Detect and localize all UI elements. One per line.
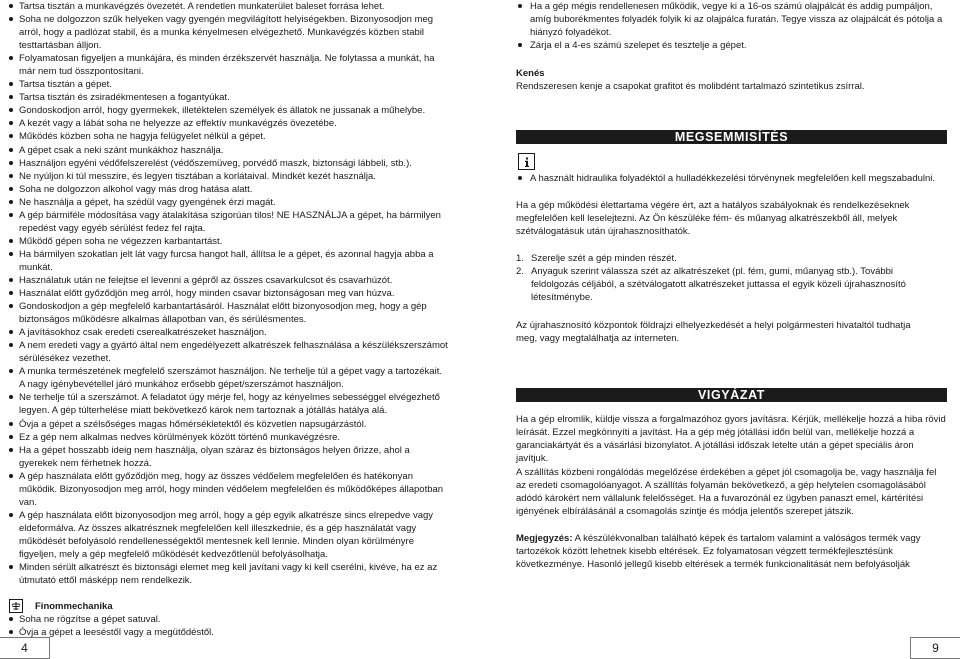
list-item: A gép használata előtt bizonyosodjon meg arról, hogy a gép egyik alkatrésze sincs elrepedve vagy eldeformálva. Az összes alkatrésznek megfelelően kell illeszkednie, és a gép használatát vagy működését befolyásoló rendellenességektől mentesnek kell lennie. Minden olyan körülményre figyeljen, mely a gép megfelelő működését kedvezőtlenül befolyásolhatja. xyxy=(9,509,449,561)
list-item: A gépet csak a neki szánt munkákhoz használja. xyxy=(9,144,449,157)
finom-list xyxy=(9,613,449,639)
disposal-list xyxy=(516,172,948,185)
list-item: Soha ne rögzítse a gépet satuval. xyxy=(9,613,449,626)
list-item: Tartsa tisztán a gépet. xyxy=(9,78,449,91)
list-item: A gép használata előtt győződjön meg, hogy az összes védőelem megfelelően és hatékonyan működik. Bizonyosodjon meg arról, hogy minden védőelem megfelelően és működőképes állapotban van. xyxy=(9,470,449,509)
safety-list xyxy=(9,0,449,587)
list-item: 1. Szerelje szét a gép minden részét. xyxy=(516,253,677,264)
warning-paragraph: Ha a gép elromlik, küldje vissza a forgalmazóhoz gyors javításra. Kérjük, mellékelje hozzá a hiba rövid leírását. Ezzel megkönnyíti a javítást. Ha a gép még jótállási időn belül van, mellékelje hozzá a garanciakártyát és a vásárlási bizonylatot. A jótállási időszak letelte után a gépet speciális áron javítjuk. xyxy=(516,414,946,465)
page-number-right: 9 xyxy=(910,637,960,659)
list-item: Tartsa tisztán és zsiradékmentesen a fogantyúkat. xyxy=(9,91,449,104)
list-item: Zárja el a 4-es számú szelepet és tesztelje a gépet. xyxy=(516,39,948,52)
disposal-banner: MEGSEMMISÍTÉS xyxy=(516,130,947,144)
list-item: Óvja a gépet a szélsőséges magas hőmérsékletektől és közvetlen napsugárzástól. xyxy=(9,418,449,431)
list-item: Soha ne dolgozzon alkohol vagy más drog hatása alatt. xyxy=(9,183,449,196)
list-item: A kezét vagy a lábát soha ne helyezze az effektív munkavégzés övezetébe. xyxy=(9,117,449,130)
top-list xyxy=(516,0,948,52)
list-item: Gondoskodjon arról, hogy gyermekek, illetéktelen személyek és állatok ne jussanak a műhelybe. xyxy=(9,104,449,117)
list-item: Ne nyúljon ki túl messzire, és legyen tisztában a korlátaival. Mindkét kezét használja. xyxy=(9,170,449,183)
note-label: Megjegyzés: xyxy=(516,533,573,544)
list-item: 2. Anyaguk szerint válassza szét az alkatrészeket (pl. fém, gumi, műanyag stb.). További feldolgozás céljából, a szétválogatott alkatrészeket juttassa el egyik közeli újrahasznosító létesítménybe. xyxy=(516,266,906,304)
list-item: Használjon egyéni védőfelszerelést (védőszemüveg, porvédő maszk, biztonsági lábbeli, stb.). xyxy=(9,157,449,170)
note-paragraph xyxy=(516,532,948,571)
disposal-paragraph: Ha a gép működési élettartama végére ért, azt a hatályos szabályoknak és rendelkezéseknek megfelelően kell leselejtezni. Az Ön készüléke fém- és műanyag alkatrészekből áll, melyek szétválogatásuk után újrahasznosíthatók. xyxy=(516,200,910,238)
kenes-text: Rendszeresen kenje a csapokat grafitot és molibdént tartalmazó szintetikus zsírral. xyxy=(516,81,865,93)
list-item: A munka természetének megfelelő szerszámot használjon. Ne terhelje túl a gépet vagy a tartozékait. A nagy igénybevétellel járó munkához erősebb gépet/szerszámot használjon. xyxy=(9,365,449,391)
disposal-steps xyxy=(516,252,926,304)
list-item: Minden sérült alkatrészt és biztonsági elemet meg kell javítani vagy ki kell cserélni, kivéve, ha ez az útmutató ettől másképp nem rendelkezik. xyxy=(9,561,449,587)
page-number-left: 4 xyxy=(0,637,50,659)
list-item: Működő gépen soha ne végezzen karbantartást. xyxy=(9,235,449,248)
list-item: A javításokhoz csak eredeti cserealkatrészeket használjon. xyxy=(9,326,449,339)
finom-section-title xyxy=(9,599,449,613)
finom-heading: Finommechanika xyxy=(35,600,113,612)
list-item: A gép bármiféle módosítása vagy átalakítása szigorúan tilos! NE HASZNÁLJA a gépet, ha bármilyen repedést vagy egyéb sérülést fedez fel rajta. xyxy=(9,209,449,235)
list-item: Működés közben soha ne hagyja felügyelet nélkül a gépet. xyxy=(9,130,449,143)
note-text: A készülékvonalban található képek és tartalom valamint a valóságos termék vagy tartozékok között lehetnek kisebb eltérések. Ez folyamatosan végzett termékfejlesztésünk következménye. Hasonló jellegű kisebb eltérések a termék funkcionalitását nem befolyásolják xyxy=(516,533,921,571)
info-icon xyxy=(518,153,535,170)
list-item: Használatuk után ne felejtse el levenni a gépről az összes csavarkulcsot és csavarhúzót. xyxy=(9,274,449,287)
list-item: Ne használja a gépet, ha szédül vagy gyengének érzi magát. xyxy=(9,196,449,209)
list-item: Ha bármilyen szokatlan jelt lát vagy furcsa hangot hall, állítsa le a gépet, és azonnal hagyja abba a munkát. xyxy=(9,248,449,274)
list-item: Folyamatosan figyeljen a munkájára, és minden érzékszervét használja. Ne folytassa a munkát, ha már nem tud összpontosítani. xyxy=(9,52,449,78)
warning-banner: VIGYÁZAT xyxy=(516,388,947,402)
list-item: Óvja a gépet a leeséstől vagy a megütődéstől. xyxy=(9,626,449,639)
list-item: Ha a gép mégis rendellenesen működik, vegye ki a 16-os számú olajpálcát és addig pumpáljon, amíg buborékmentes folyadék folyik ki az olajpálca furatán. Tegye vissza az olajpálcát és pótolja a hiányzó folyadékot. xyxy=(516,0,948,39)
list-item: Használat előtt győződjön meg arról, hogy minden csavar biztonságosan meg van húzva. xyxy=(9,287,449,300)
list-item: A használt hidraulika folyadéktól a hulladékkezelési törvénynek megfelelően kell megszabadulni. xyxy=(516,172,948,185)
list-item: Ha a gépet hosszabb ideig nem használja, olyan száraz és biztonságos helyen őrizze, ahol a gyerekek nem férhetnek hozzá. xyxy=(9,444,449,470)
list-item: Soha ne dolgozzon szűk helyeken vagy gyengén megvilágított helyiségekben. Bizonyosodjon meg arról, hogy a padlózat stabil, és a munka kényelmesen elvégezhető. Munkavégzés közben stabil testtartásban álljon. xyxy=(9,13,449,52)
tree-icon xyxy=(9,599,23,613)
list-item: Ez a gép nem alkalmas nedves körülmények között történő munkavégzésre. xyxy=(9,431,449,444)
list-item: Ne terhelje túl a szerszámot. A feladatot úgy mérje fel, hogy az kényelmes sebességgel elvégezhető legyen. A gép túlterhelése miatt bekövetkező károk nem tartoznak a jótállás hatálya alá. xyxy=(9,391,449,417)
list-item: Gondoskodjon a gép megfelelő karbantartásáról. Használat előtt bizonyosodjon meg, hogy a gép biztonságos működésre alkalmas állapotban van, és sérülésmentes. xyxy=(9,300,449,326)
shipping-paragraph: A szállítás közbeni rongálódás megelőzése érdekében a gépet jól csomagolja be, vagy használja fel az eredeti csomagolóanyagot. A szállítás folyamán bekövetkező, a gép helytelen csomagolásából adódó károkért nem vállalunk felelősséget. Ha a fuvarozónál ez ügyben panaszt emel, kártérítési igényének elbírálásánál a csomagolás szintje és módja jelentős szerepet játszik. xyxy=(516,467,937,518)
right-column xyxy=(516,0,948,571)
recycling-paragraph: Az újrahasznosító központok földrajzi elhelyezkedését a helyi polgármesteri hivataltól tudhatja meg, vagy megtalálhatja az interneten. xyxy=(516,320,911,345)
left-column xyxy=(9,0,449,639)
kenes-heading: Kenés xyxy=(516,68,545,79)
list-item: A nem eredeti vagy a gyártó által nem engedélyezett alkatrészek felhasználása a készülékszerszámot sérülésékez vezethet. xyxy=(9,339,449,365)
list-item: Tartsa tisztán a munkavégzés övezetét. A rendetlen munkaterület baleset forrása lehet. xyxy=(9,0,449,13)
